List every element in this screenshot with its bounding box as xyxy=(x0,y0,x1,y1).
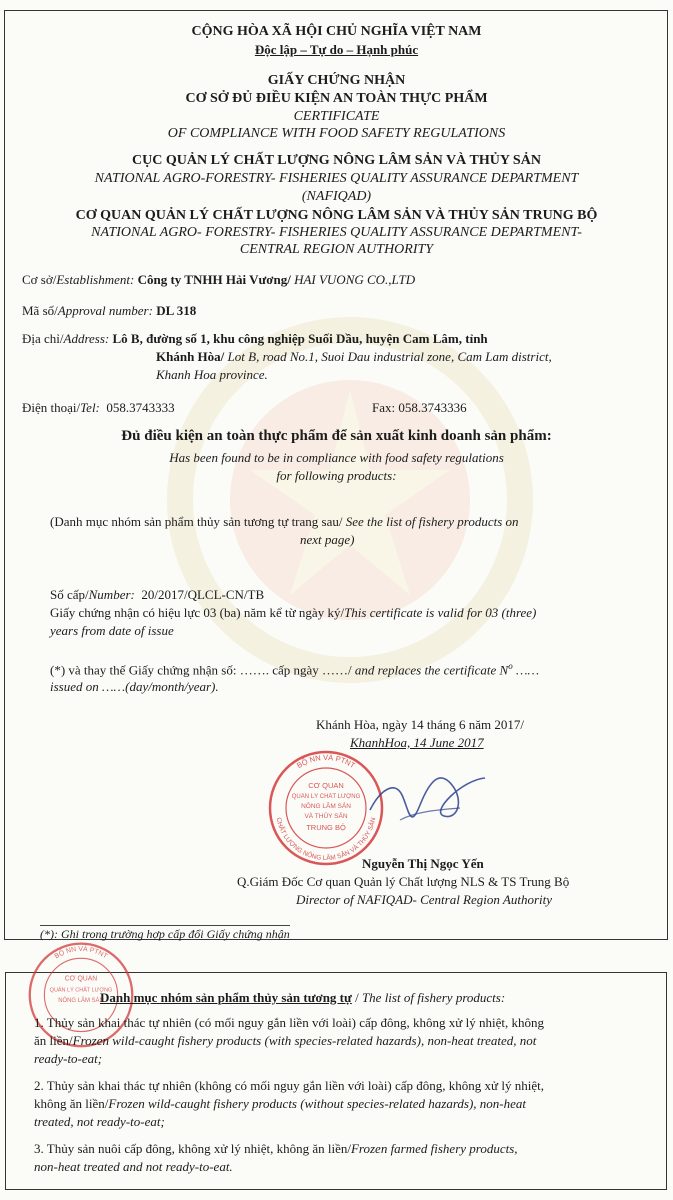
address-row xyxy=(22,331,488,347)
establishment-label-en: Establishment: xyxy=(56,272,135,287)
product-item-1-vn: ăn liền/ xyxy=(34,1033,73,1048)
date-vn: Khánh Hòa, ngày 14 tháng 6 năm 2017/ xyxy=(316,717,524,732)
replacement-line2: issued on ……(day/month/year). xyxy=(50,679,219,694)
product-list-heading xyxy=(100,990,505,1006)
product-item-2-en: Frozen wild-caught fishery products (without species-related hazards), non-heat xyxy=(108,1096,527,1111)
motto-text: Độc lập – Tự do – Hạnh phúc xyxy=(254,42,419,57)
validity-line2: years from date of issue xyxy=(50,623,174,638)
department-en-line2: (NAFIQAD) xyxy=(301,189,372,204)
page2-stamp-center-2: QUẢN LÝ CHẤT LƯỢNG xyxy=(49,987,113,994)
number-label-en: Number: xyxy=(88,587,135,602)
establishment-value-vn: Công ty TNHH Hải Vương/ xyxy=(137,272,291,287)
replacement-sup: o xyxy=(508,661,513,671)
compliance-heading: Đủ điều kiện an toàn thực phẩm để sản xuất kinh doanh sản phẩm: xyxy=(121,428,552,444)
address-line2-en: Lot B, road No.1, Suoi Dau industrial zone, Cam Lam district, xyxy=(227,349,552,364)
address-line2-vn: Khánh Hòa/ xyxy=(156,349,225,364)
title-en-line2: OF COMPLIANCE WITH FOOD SAFETY REGULATIONS xyxy=(167,126,506,141)
compliance-en-line1: Has been found to be in compliance with food safety regulations xyxy=(169,450,504,465)
product-list-heading-vn: Danh mục nhóm sản phẩm thủy sản tương tự xyxy=(100,990,352,1005)
validity-en: This certificate is valid for 03 (three) xyxy=(344,605,537,620)
product-ref-line1 xyxy=(50,514,519,530)
product-item-1-line2 xyxy=(34,1033,536,1049)
page2-stamp-ring-top: BỘ NN VÀ PTNT xyxy=(53,945,109,961)
authority-en-line1: NATIONAL AGRO- FORESTRY- FISHERIES QUALITY ASSURANCE DEPARTMENT- xyxy=(91,225,582,240)
product-ref-line2: next page) xyxy=(300,532,355,547)
compliance-en-line2: for following products: xyxy=(276,468,397,483)
product-item-2-line1: 2. Thủy sản khai thác tự nhiên (không có mối nguy gắn liền với loài) cấp đông, không xử lý nhiệt, xyxy=(34,1078,544,1093)
product-list-heading-en: The list of fishery products: xyxy=(361,990,506,1005)
product-item-1-en: Frozen wild-caught fishery products (with species-related hazards), non-heat treated, not xyxy=(72,1033,537,1048)
signatory-title-en: Director of NAFIQAD- Central Region Authority xyxy=(296,892,552,907)
country-name: CỘNG HÒA XÃ HỘI CHỦ NGHĨA VIỆT NAM xyxy=(191,24,482,39)
validity-line1 xyxy=(50,605,536,621)
approval-row xyxy=(22,303,196,319)
establishment-label-vn: Cơ sở/ xyxy=(22,272,57,287)
stamp-center-3: NÔNG LÂM SẢN xyxy=(301,803,351,810)
signatory-title-vn: Q.Giám Đốc Cơ quan Quản lý Chất lượng NLS & TS Trung Bộ xyxy=(237,874,570,889)
tel-label-en: Tel: xyxy=(80,400,100,415)
replacement-line1 xyxy=(50,661,539,678)
fax-row xyxy=(372,400,467,416)
fax-value: 058.3743336 xyxy=(398,400,467,415)
establishment-value-en: HAI VUONG CO.,LTD xyxy=(294,272,416,287)
tel-value: 058.3743333 xyxy=(106,400,175,415)
product-item-2-vn: không ăn liền/ xyxy=(34,1096,109,1111)
approval-label-en: Approval number: xyxy=(57,303,153,318)
authority-en-line2: CENTRAL REGION AUTHORITY xyxy=(239,242,434,257)
product-item-2-line3: treated, not ready-to-eat; xyxy=(34,1114,165,1129)
establishment-row xyxy=(22,272,415,288)
address-line1: Lô B, đường số 1, khu công nghiệp Suối Dầu, huyện Cam Lâm, tỉnh xyxy=(112,331,488,346)
approval-value: DL 318 xyxy=(156,303,197,318)
stamp-center-5: TRUNG BỘ xyxy=(306,823,346,832)
number-value: 20/2017/QLCL-CN/TB xyxy=(141,587,265,602)
number-label-vn: Số cấp/ xyxy=(50,587,89,602)
address-label-vn: Địa chỉ/ xyxy=(22,331,64,346)
signatory-name: Nguyễn Thị Ngọc Yến xyxy=(362,856,484,871)
authority-vn: CƠ QUAN QUẢN LÝ CHẤT LƯỢNG NÔNG LÂM SẢN VÀ THỦY SẢN TRUNG BỘ xyxy=(75,208,598,223)
stamp-ring-top: BỘ NN VÀ PTNT xyxy=(295,752,357,771)
number-row xyxy=(50,587,264,603)
approval-label-vn: Mã số/ xyxy=(22,303,58,318)
product-item-3-vn: 3. Thủy sản nuôi cấp đông, không xử lý nhiệt, không ăn liền/ xyxy=(34,1141,351,1156)
product-list-heading-sep: / xyxy=(351,990,362,1005)
date-en-text: KhanhHoa, 14 June 2017 xyxy=(350,735,484,750)
tel-row xyxy=(22,400,175,416)
replacement-vn: (*) và thay thế Giấy chứng nhận số: ……. cấp ngày ……/ xyxy=(50,662,352,678)
title-vn-line1: GIẤY CHỨNG NHẬN xyxy=(267,73,406,88)
product-item-1-line3: ready-to-eat; xyxy=(34,1051,103,1066)
address-label-en: Address: xyxy=(63,331,110,346)
product-item-2-line2 xyxy=(34,1096,526,1112)
page2-stamp-center-3: NÔNG LÂM SẢN xyxy=(58,998,104,1005)
stamp-center-2: QUẢN LÝ CHẤT LƯỢNG xyxy=(291,794,361,800)
department-vn: CỤC QUẢN LÝ CHẤT LƯỢNG NÔNG LÂM SẢN VÀ THỦY SẢN xyxy=(132,153,541,168)
motto xyxy=(0,42,673,58)
address-line2 xyxy=(156,349,552,365)
stamp-center-4: VÀ THỦY SẢN xyxy=(304,813,348,820)
tel-label-vn: Điện thoại/ xyxy=(22,400,81,415)
fax-label: Fax: xyxy=(372,400,396,415)
title-vn-line2: CƠ SỞ ĐỦ ĐIỀU KIỆN AN TOÀN THỰC PHẨM xyxy=(185,91,488,106)
product-item-1-line1: 1. Thủy sản khai thác tự nhiên (có mối nguy gắn liền với loài) cấp đông, không xử lý nhiệt, không xyxy=(34,1015,544,1030)
product-item-3-en: Frozen farmed fishery products, xyxy=(350,1141,518,1156)
product-item-3-line2: non-heat treated and not ready-to-eat. xyxy=(34,1159,233,1174)
stamp-center-1: CƠ QUAN xyxy=(308,781,344,790)
page2-stamp-center-1: CƠ QUAN xyxy=(64,975,98,983)
product-ref-vn: (Danh mục nhóm sản phẩm thủy sản tương tự trang sau/ xyxy=(50,514,346,529)
signature-icon xyxy=(340,750,500,850)
stamp-ring-bottom: CHẤT LƯỢNG NÔNG LÂM SẢN VÀ THỦY SẢN xyxy=(274,816,378,863)
department-en-line1: NATIONAL AGRO-FORESTRY- FISHERIES QUALITY ASSURANCE DEPARTMENT xyxy=(94,171,579,186)
replacement-tail: …… xyxy=(512,662,540,678)
address-line3: Khanh Hoa province. xyxy=(156,367,268,382)
product-ref-en: See the list of fishery products on xyxy=(345,514,519,529)
footnote: (*): Ghi trong trường hợp cấp đổi Giấy chứng nhận xyxy=(40,927,290,941)
replacement-en: and replaces the certificate N xyxy=(351,662,509,678)
product-item-3-line1 xyxy=(34,1141,518,1157)
validity-vn: Giấy chứng nhận có hiệu lực 03 (ba) năm kể từ ngày ký/ xyxy=(50,605,345,620)
title-en-line1: CERTIFICATE xyxy=(293,109,380,124)
